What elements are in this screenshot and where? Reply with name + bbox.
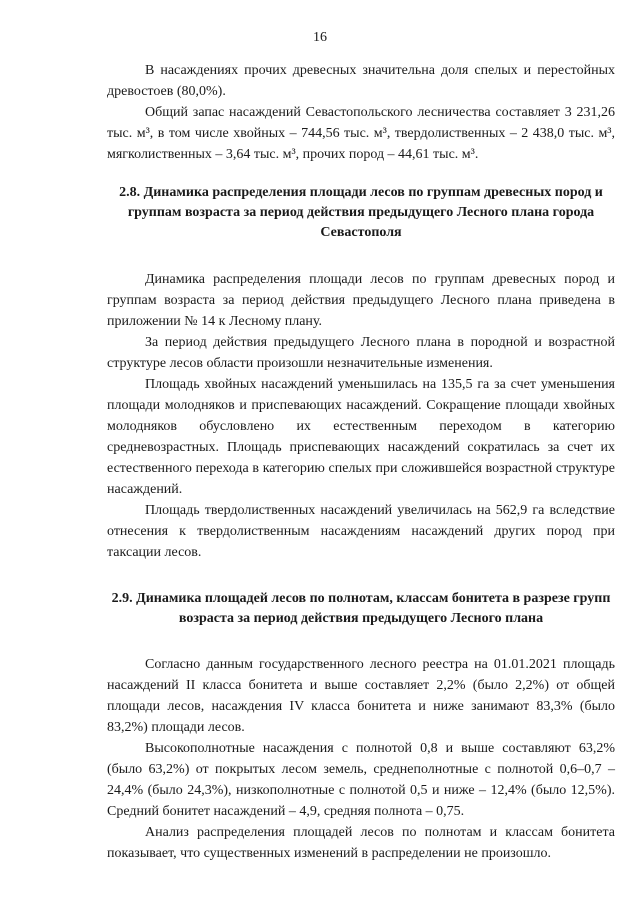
paragraph: Площадь твердолиственных насаждений увеличилась на 562,9 га вследствие отнесения к твердолиственным насаждениям насаждений других пород при таксации лесов. [107,503,615,560]
paragraph: Анализ распределения площадей лесов по полнотам и классам бонитета показывает, что существенных изменений в распределении не произошло. [107,825,615,861]
section-heading-2-9: 2.9. Динамика площадей лесов по полнотам, классам бонитета в разрезе групп возраста за период действия предыдущего Лесного плана [111,591,611,626]
paragraph: Динамика распределения площади лесов по группам древесных пород и группам возраста за период действия предыдущего Лесного плана приведена в приложении № 14 к Лесному плану. [107,272,615,329]
document-body [107,60,615,864]
paragraph: За период действия предыдущего Лесного плана в породной и возрастной структуре лесов области произошли незначительные изменения. [107,335,615,371]
paragraph: В насаждениях прочих древесных значительна доля спелых и перестойных древостоев (80,0%). [107,63,615,99]
page-number: 16 [313,30,327,45]
section-heading-2-8: 2.8. Динамика распределения площади лесов по группам древесных пород и группам возраста за период действия предыдущего Лесного плана города Севастополя [119,185,603,240]
paragraph: Общий запас насаждений Севастопольского лесничества составляет 3 231,26 тыс. м³, в том числе хвойных – 744,56 тыс. м³, твердолиственных – 2 438,0 тыс. м³, мягколиственных – 3,64 тыс. м³, прочих пород – 44,61 тыс. м³. [107,105,615,162]
paragraph: Высокополнотные насаждения с полнотой 0,8 и выше составляют 63,2% (было 63,2%) от покрытых лесом земель, среднеполнотные с полнотой 0,6–0,7 – 24,4% (было 24,3%), низкополнотные с полнотой 0,5 и ниже – 12,4% (было 12,5%). Средний бонитет насаждений – 4,9, средняя полнота – 0,75. [107,741,615,819]
paragraph: Согласно данным государственного лесного реестра на 01.01.2021 площадь насаждений II класса бонитета и выше составляет 2,2% (было 2,2%) от общей площади лесов, насаждения IV класса бонитета и ниже занимают 83,3% (было 83,2%) площади лесов. [107,657,615,735]
paragraph: Площадь хвойных насаждений уменьшилась на 135,5 га за счет уменьшения площади молодняков и приспевающих насаждений. Сокращение площади хвойных молодняков обусловлено их естественным переходом в категорию средневозрастных. Площадь приспевающих насаждений сократилась за счет их естественного перехода в категорию спелых при сложившейся возрастной структуре насаждений. [107,377,615,497]
